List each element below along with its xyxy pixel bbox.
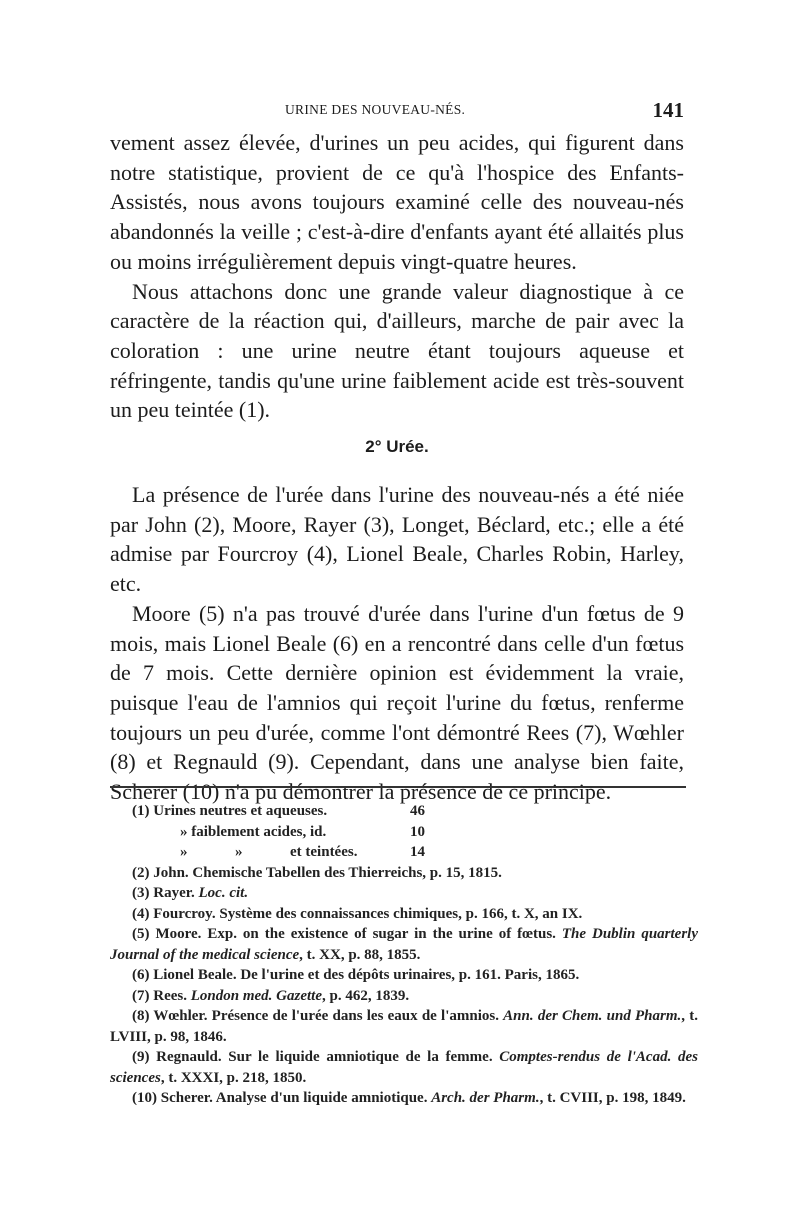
- running-title: URINE DES NOUVEAU-NÉS.: [285, 102, 466, 117]
- ditto-mark: »: [235, 844, 243, 860]
- footnotes: [110, 801, 698, 1109]
- table-label: (1) Urines neutres et aqueuses.: [132, 803, 328, 819]
- paragraph-3: La présence de l'urée dans l'urine des nouveau-nés a été niée par John (2), Moore, Rayer (3), Longet, Béclard, etc.; elle a été admise par Fourcroy (4), Lionel Beale, Charles Robin, Harley, etc.: [110, 482, 684, 597]
- footnote-6: (6) Lionel Beale. De l'urine et des dépôts urinaires, p. 161. Paris, 1865.: [132, 967, 580, 983]
- footnote-table-row: [110, 801, 698, 822]
- table-label: [180, 842, 410, 863]
- section-heading: 2° Urée.: [365, 437, 429, 457]
- footnote-8: (8) Wœhler. Présence de l'urée dans les eaux de l'amnios. Ann. der Chem. und Pharm., t. LVIII, p. 98, 1846.: [110, 1008, 698, 1045]
- footnote-divider: [110, 786, 686, 788]
- footnote-4: (4) Fourcroy. Système des connaissances chimiques, p. 166, t. X, an IX.: [132, 905, 583, 922]
- spacer: [110, 468, 684, 480]
- footnote-10: (10) Scherer. Analyse d'un liquide amniotique. Arch. der Pharm., t. CVIII, p. 198, 1849.: [132, 1090, 686, 1106]
- footnote-2: (2) John. Chemische Tabellen des Thierreichs, p. 15, 1815.: [132, 864, 502, 881]
- table-value: 46: [410, 803, 425, 819]
- body-text: [110, 128, 684, 807]
- footnote-7: (7) Rees. London med. Gazette, p. 462, 1839.: [132, 987, 410, 1004]
- table-label-text: et teintées.: [290, 844, 358, 860]
- footnote-9: (9) Regnauld. Sur le liquide amniotique de la femme. Comptes-rendus de l'Acad. des sciences, t. XXXI, p. 218, 1850.: [110, 1049, 698, 1086]
- table-value: 10: [410, 823, 425, 840]
- ditto-mark: »: [180, 844, 188, 860]
- footnote-5: (5) Moore. Exp. on the existence of sugar in the urine of fœtus. The Dublin quarterly Journal of the medical science, t. XX, p. 88, 1855.: [110, 926, 698, 963]
- footnote-table-row: [110, 842, 698, 863]
- running-head: [110, 100, 684, 124]
- page-number: 141: [652, 98, 684, 122]
- paragraph-4: Moore (5) n'a pas trouvé d'urée dans l'urine d'un fœtus de 9 mois, mais Lionel Beale (6) en a rencontré dans celle d'un fœtus de 7 mois. Cette dernière opinion est évidemment la vraie, puisque l'eau de l'amnios qui reçoit l'urine du fœtus, renferme toujours un peu d'urée, comme l'ont démontré Rees (7), Wœhler (8) et Regnauld (9). Cependant, dans une analyse bien faite, Scherer (10) n'a pu démontrer la présence de ce principe.: [110, 600, 684, 805]
- footnote-3: (3) Rayer. Loc. cit.: [132, 885, 249, 901]
- paragraph-1: vement assez élevée, d'urines un peu acides, qui figurent dans notre statistique, provient de ce qu'à l'hospice des Enfants-Assistés, nous avons toujours examiné celle des nouveau-nés abandonnés la veille ; c'est-à-dire d'enfants ayant été allaités plus ou moins irrégulièrement depuis vingt-quatre heures.: [110, 130, 684, 274]
- paragraph-2: Nous attachons donc une grande valeur diagnostique à ce caractère de la réaction qui, d'ailleurs, marche de pair avec la coloration : une urine neutre étant toujours aqueuse et réfringente, tandis qu'une urine faiblement acide est très-souvent un peu teintée (1).: [110, 278, 684, 423]
- footnote-table-row: [110, 822, 698, 843]
- table-label: » faiblement acides, id.: [180, 823, 327, 840]
- table-value: 14: [410, 844, 425, 860]
